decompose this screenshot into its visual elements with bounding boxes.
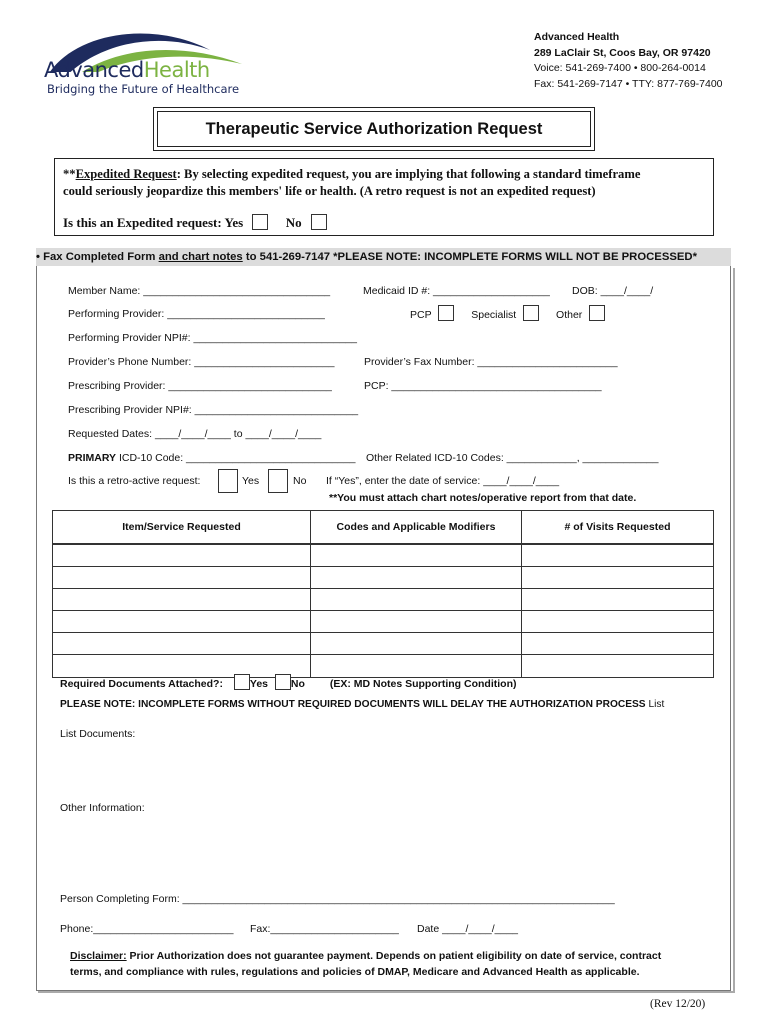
list-documents-label: List Documents: [60, 728, 136, 740]
retro-no-label: No [293, 475, 307, 487]
table-cell[interactable] [53, 589, 311, 611]
logo-tagline: Bridging the Future of Healthcare [47, 82, 240, 96]
pcp-label: PCP [410, 309, 432, 321]
primary-icd-field[interactable]: PRIMARY ICD-10 Code: _____________________________ [68, 452, 356, 464]
table-cell[interactable] [522, 567, 714, 589]
address-street: 289 LaClair St, Coos Bay, OR 97420 [534, 46, 711, 59]
header-item-service: Item/Service Requested [53, 511, 311, 545]
table-cell[interactable] [311, 611, 522, 633]
prescribing-provider-field[interactable]: Prescribing Provider: ____________________________ [68, 380, 332, 392]
table-row [53, 611, 714, 633]
address-voice: Voice: 541-269-7400 • 800-264-0014 [534, 62, 706, 74]
performing-npi-field[interactable]: Performing Provider NPI#: ____________________________ [68, 332, 357, 344]
header-codes-modifiers: Codes and Applicable Modifiers [311, 511, 522, 545]
provider-phone-field[interactable]: Provider’s Phone Number: ________________________ [68, 356, 335, 368]
dob-field[interactable]: DOB: ____/____/ [572, 285, 654, 297]
table-cell[interactable] [53, 633, 311, 655]
other-checkbox[interactable] [589, 305, 605, 321]
date-field[interactable]: Date ____/____/____ [417, 923, 519, 935]
docs-no-checkbox[interactable] [275, 674, 291, 690]
required-docs-label: Required Documents Attached?: [60, 678, 223, 690]
docs-yes-checkbox[interactable] [234, 674, 250, 690]
specialist-checkbox[interactable] [523, 305, 539, 321]
expedited-line-2: could seriously jeopardize this members' life or health. (A retro request is not an expedited request) [63, 184, 596, 198]
provider-fax-field[interactable]: Provider’s Fax Number: ________________________ [364, 356, 618, 368]
logo [42, 22, 252, 98]
table-cell[interactable] [53, 611, 311, 633]
requested-dates-field[interactable]: Requested Dates: ____/____/____ to ____/____/____ [68, 428, 322, 440]
prescribing-npi-field[interactable]: Prescribing Provider NPI#: ____________________________ [68, 404, 359, 416]
disclaimer: Disclaimer: Prior Authorization does not guarantee payment. Depends on patient eligibility on date of service, contract terms, and compliance with rules, regulations and policies of DMAP, Medicare and Advanced Health as applicable. [70, 950, 662, 978]
disclaimer-label: Disclaimer: [70, 950, 127, 962]
expedited-no-checkbox[interactable] [311, 214, 327, 230]
pcp-checkbox[interactable] [438, 305, 454, 321]
expedited-question: Is this an Expedited request: Yes No [63, 214, 327, 231]
address-block [534, 30, 723, 92]
table-row [53, 589, 714, 611]
table-header-row [53, 511, 714, 545]
page-title: Therapeutic Service Authorization Request [157, 111, 591, 147]
performing-provider-field[interactable]: Performing Provider: ___________________________ [68, 308, 325, 320]
table-cell[interactable] [311, 567, 522, 589]
retro-yes-checkbox[interactable] [218, 469, 238, 493]
other-information-label: Other Information: [60, 802, 145, 814]
revision-label: (Rev 12/20) [650, 998, 706, 1010]
medicaid-id-field[interactable]: Medicaid ID #: ____________________ [363, 285, 550, 297]
table-row [53, 544, 714, 567]
expedited-label: Expedited Request [75, 167, 177, 181]
specialist-label: Specialist [471, 309, 517, 321]
fax-notice: • Fax Completed Form and chart notes to 541-269-7147 *PLEASE NOTE: INCOMPLETE FORMS WILL NOT BE PROCESSED* [36, 248, 731, 266]
phone-field[interactable]: Phone:________________________ [60, 923, 234, 935]
title-box [153, 107, 595, 151]
pcp-name-field[interactable]: PCP: ____________________________________ [364, 380, 602, 392]
fax-notice-underlined: and chart notes [158, 251, 243, 263]
table-cell[interactable] [311, 544, 522, 567]
retro-date-field[interactable]: If “Yes”, enter the date of service: ____/____/____ [326, 475, 560, 487]
address-name: Advanced Health [534, 31, 620, 43]
docs-example: (EX: MD Notes Supporting Condition) [329, 678, 517, 690]
logo-word-health: Health [143, 58, 210, 82]
address-fax: Fax: 541-269-7147 • TTY: 877-769-7400 [534, 77, 723, 90]
fax-field[interactable]: Fax:______________________ [250, 923, 399, 935]
docs-yes-label: Yes [249, 678, 268, 690]
other-label: Other [556, 309, 583, 321]
table-row [53, 567, 714, 589]
retro-yes-label: Yes [242, 475, 260, 487]
table-cell[interactable] [522, 633, 714, 655]
expedited-yes-checkbox[interactable] [252, 214, 268, 230]
logo-word-advanced: Advanced [44, 58, 144, 82]
table-row [53, 633, 714, 655]
other-icd-field[interactable]: Other Related ICD-10 Codes: ____________, _____________ [366, 452, 659, 464]
expedited-box [54, 158, 714, 236]
member-name-field[interactable]: Member Name: ________________________________ [68, 285, 331, 297]
header-visits: # of Visits Requested [522, 511, 714, 545]
table-cell[interactable] [522, 544, 714, 567]
table-cell[interactable] [311, 633, 522, 655]
incomplete-note: PLEASE NOTE: INCOMPLETE FORMS WITHOUT REQUIRED DOCUMENTS WILL DELAY THE AUTHORIZATION PROCESS List [60, 699, 665, 710]
required-docs-row [60, 674, 516, 690]
table-cell[interactable] [522, 589, 714, 611]
table-cell[interactable] [311, 589, 522, 611]
expedited-no-label: No [285, 215, 302, 230]
table-cell[interactable] [522, 655, 714, 678]
table-cell[interactable] [53, 567, 311, 589]
items-table [52, 510, 714, 678]
retro-no-checkbox[interactable] [268, 469, 288, 493]
table-cell[interactable] [522, 611, 714, 633]
docs-no-label: No [290, 678, 305, 690]
person-completing-field[interactable]: Person Completing Form: __________________________________________________________________________ [60, 893, 615, 905]
table-cell[interactable] [53, 544, 311, 567]
provider-type-options [410, 305, 605, 321]
expedited-line-1: **Expedited Request: By selecting expedited request, you are implying that following a standard timeframe [63, 167, 641, 181]
retro-note: **You must attach chart notes/operative report from that date. [329, 492, 637, 504]
